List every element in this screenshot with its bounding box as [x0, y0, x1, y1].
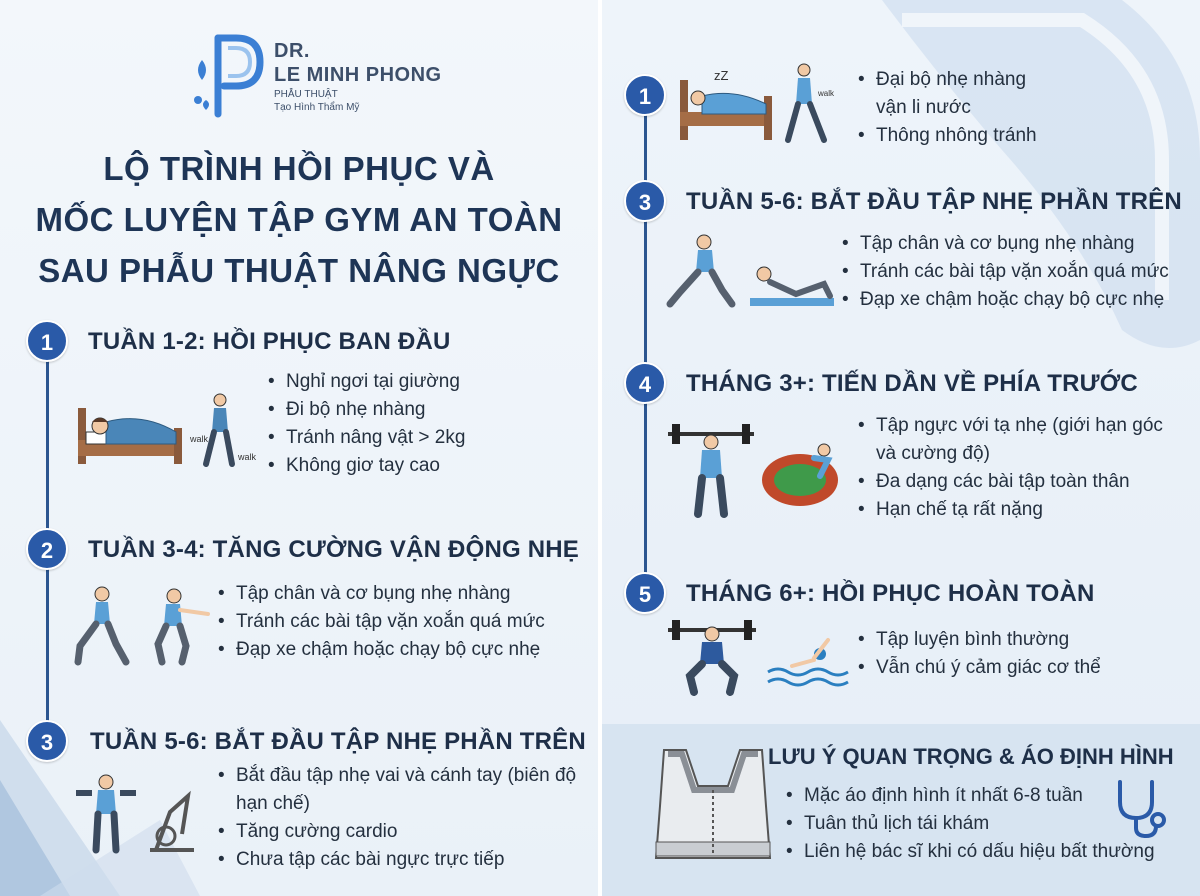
list-item: • Đạp xe chậm hoặc chạy bộ cực nhẹ [218, 636, 545, 664]
barbell-icon [664, 414, 854, 522]
page-title-line-1: LỘ TRÌNH HỒI PHỤC VÀ [103, 150, 495, 187]
sleeping-icon [676, 60, 846, 152]
list-item: • Đạp xe chậm hoặc chạy bộ cực nhẹ [842, 286, 1169, 314]
step-number-badge: 2 [26, 528, 68, 570]
step-bullet-list [858, 626, 1101, 682]
lunge-icon [70, 584, 220, 670]
list-item: • Thông nhông tránh [858, 122, 1048, 150]
step-number-badge: 3 [624, 180, 666, 222]
list-item: • Tránh các bài tập vặn xoắn quá mức [218, 608, 545, 636]
compression-bra-icon [648, 746, 778, 866]
list-item: • Tập luyện bình thường [858, 626, 1101, 654]
step-number-badge: 5 [624, 572, 666, 614]
step-bullet-list [858, 412, 1188, 524]
step-bullet-list [218, 580, 545, 664]
logo-p-mark-icon [188, 30, 268, 122]
step-bullet-list [858, 66, 1048, 150]
list-item: • Tăng cường cardio [218, 818, 578, 846]
step-number-badge: 1 [26, 320, 68, 362]
walk-label: walk [238, 452, 257, 462]
note-bullet-list [786, 782, 1155, 866]
list-item: • Đi bộ nhẹ nhàng [268, 396, 465, 424]
logo-prefix: DR. [274, 40, 310, 62]
logo-subtitle-2: Tạo Hình Thẩm Mỹ [274, 102, 360, 113]
list-item: • Tập chân và cơ bụng nhẹ nhàng [218, 580, 545, 608]
list-item: • Tập chân và cơ bụng nhẹ nhàng [842, 230, 1169, 258]
list-item: • Tránh nâng vật > 2kg [268, 424, 465, 452]
lunge-icon [664, 230, 844, 312]
list-item: • Hạn chế tạ rất nặng [858, 496, 1188, 524]
step-bullet-list [268, 368, 465, 480]
page-title-line-2: MỐC LUYỆN TẬP GYM AN TOÀN [35, 201, 563, 238]
step-title: TUẦN 3-4: TĂNG CƯỜNG VẬN ĐỘNG NHẸ [88, 536, 579, 563]
bed-rest-icon [72, 388, 262, 478]
step-number-badge: 3 [26, 720, 68, 762]
step-bullet-list [218, 762, 578, 874]
sleep-label: zZ [714, 68, 729, 83]
barbell-squat-icon [664, 616, 854, 696]
list-item: • Liên hệ bác sĩ khi có dấu hiệu bất thường [786, 838, 1155, 866]
list-item: • Vẫn chú ý cảm giác cơ thể [858, 654, 1101, 682]
dumbbell-icon [70, 770, 210, 860]
right-timeline-line [644, 100, 647, 600]
step-number-badge: 4 [624, 362, 666, 404]
list-item: • Không giơ tay cao [268, 452, 465, 480]
step-title: THÁNG 3+: TIẾN DẦN VỀ PHÍA TRƯỚC [686, 370, 1138, 397]
list-item: • Tuân thủ lịch tái khám [786, 810, 1155, 838]
clinic-logo [188, 30, 488, 130]
list-item: • Tránh các bài tập vặn xoắn quá mức [842, 258, 1169, 286]
step-bullet-list [842, 230, 1169, 314]
list-item: • Mặc áo định hình ít nhất 6-8 tuần [786, 782, 1155, 810]
step-title: TUẦN 5-6: BẮT ĐẦU TẬP NHẸ PHẦN TRÊN [90, 728, 586, 755]
list-item: • Bắt đầu tập nhẹ vai và cánh tay (biên độ hạn chế) [218, 762, 578, 818]
list-item: • Đại bộ nhẹ nhàng vận li nước [858, 66, 1048, 122]
step-title: TUẦN 5-6: BẮT ĐẦU TẬP NHẸ PHẦN TRÊN [686, 188, 1182, 215]
list-item: • Chưa tập các bài ngực trực tiếp [218, 846, 578, 874]
walk-label: walk [190, 434, 209, 444]
step-title: TUẦN 1-2: HỒI PHỤC BAN ĐẦU [88, 328, 451, 355]
list-item: • Đa dạng các bài tập toàn thân [858, 468, 1188, 496]
page-title-line-3: SAU PHẪU THUẬT NÂNG NGỰC [38, 252, 560, 289]
list-item: • Nghỉ ngơi tại giường [268, 368, 465, 396]
step-title: THÁNG 6+: HỒI PHỤC HOÀN TOÀN [686, 580, 1095, 607]
logo-name: LE MINH PHONG [274, 64, 442, 86]
walk-label: walk [818, 89, 835, 98]
list-item: • Tập ngực với tạ nhẹ (giới hạn góc và cường độ) [858, 412, 1188, 468]
stethoscope-icon [1110, 778, 1170, 840]
note-title: LƯU Ý QUAN TRỌNG & ÁO ĐỊNH HÌNH [768, 744, 1174, 769]
step-number-badge: 1 [624, 74, 666, 116]
logo-subtitle-1: PHẪU THUẬT [274, 89, 338, 100]
